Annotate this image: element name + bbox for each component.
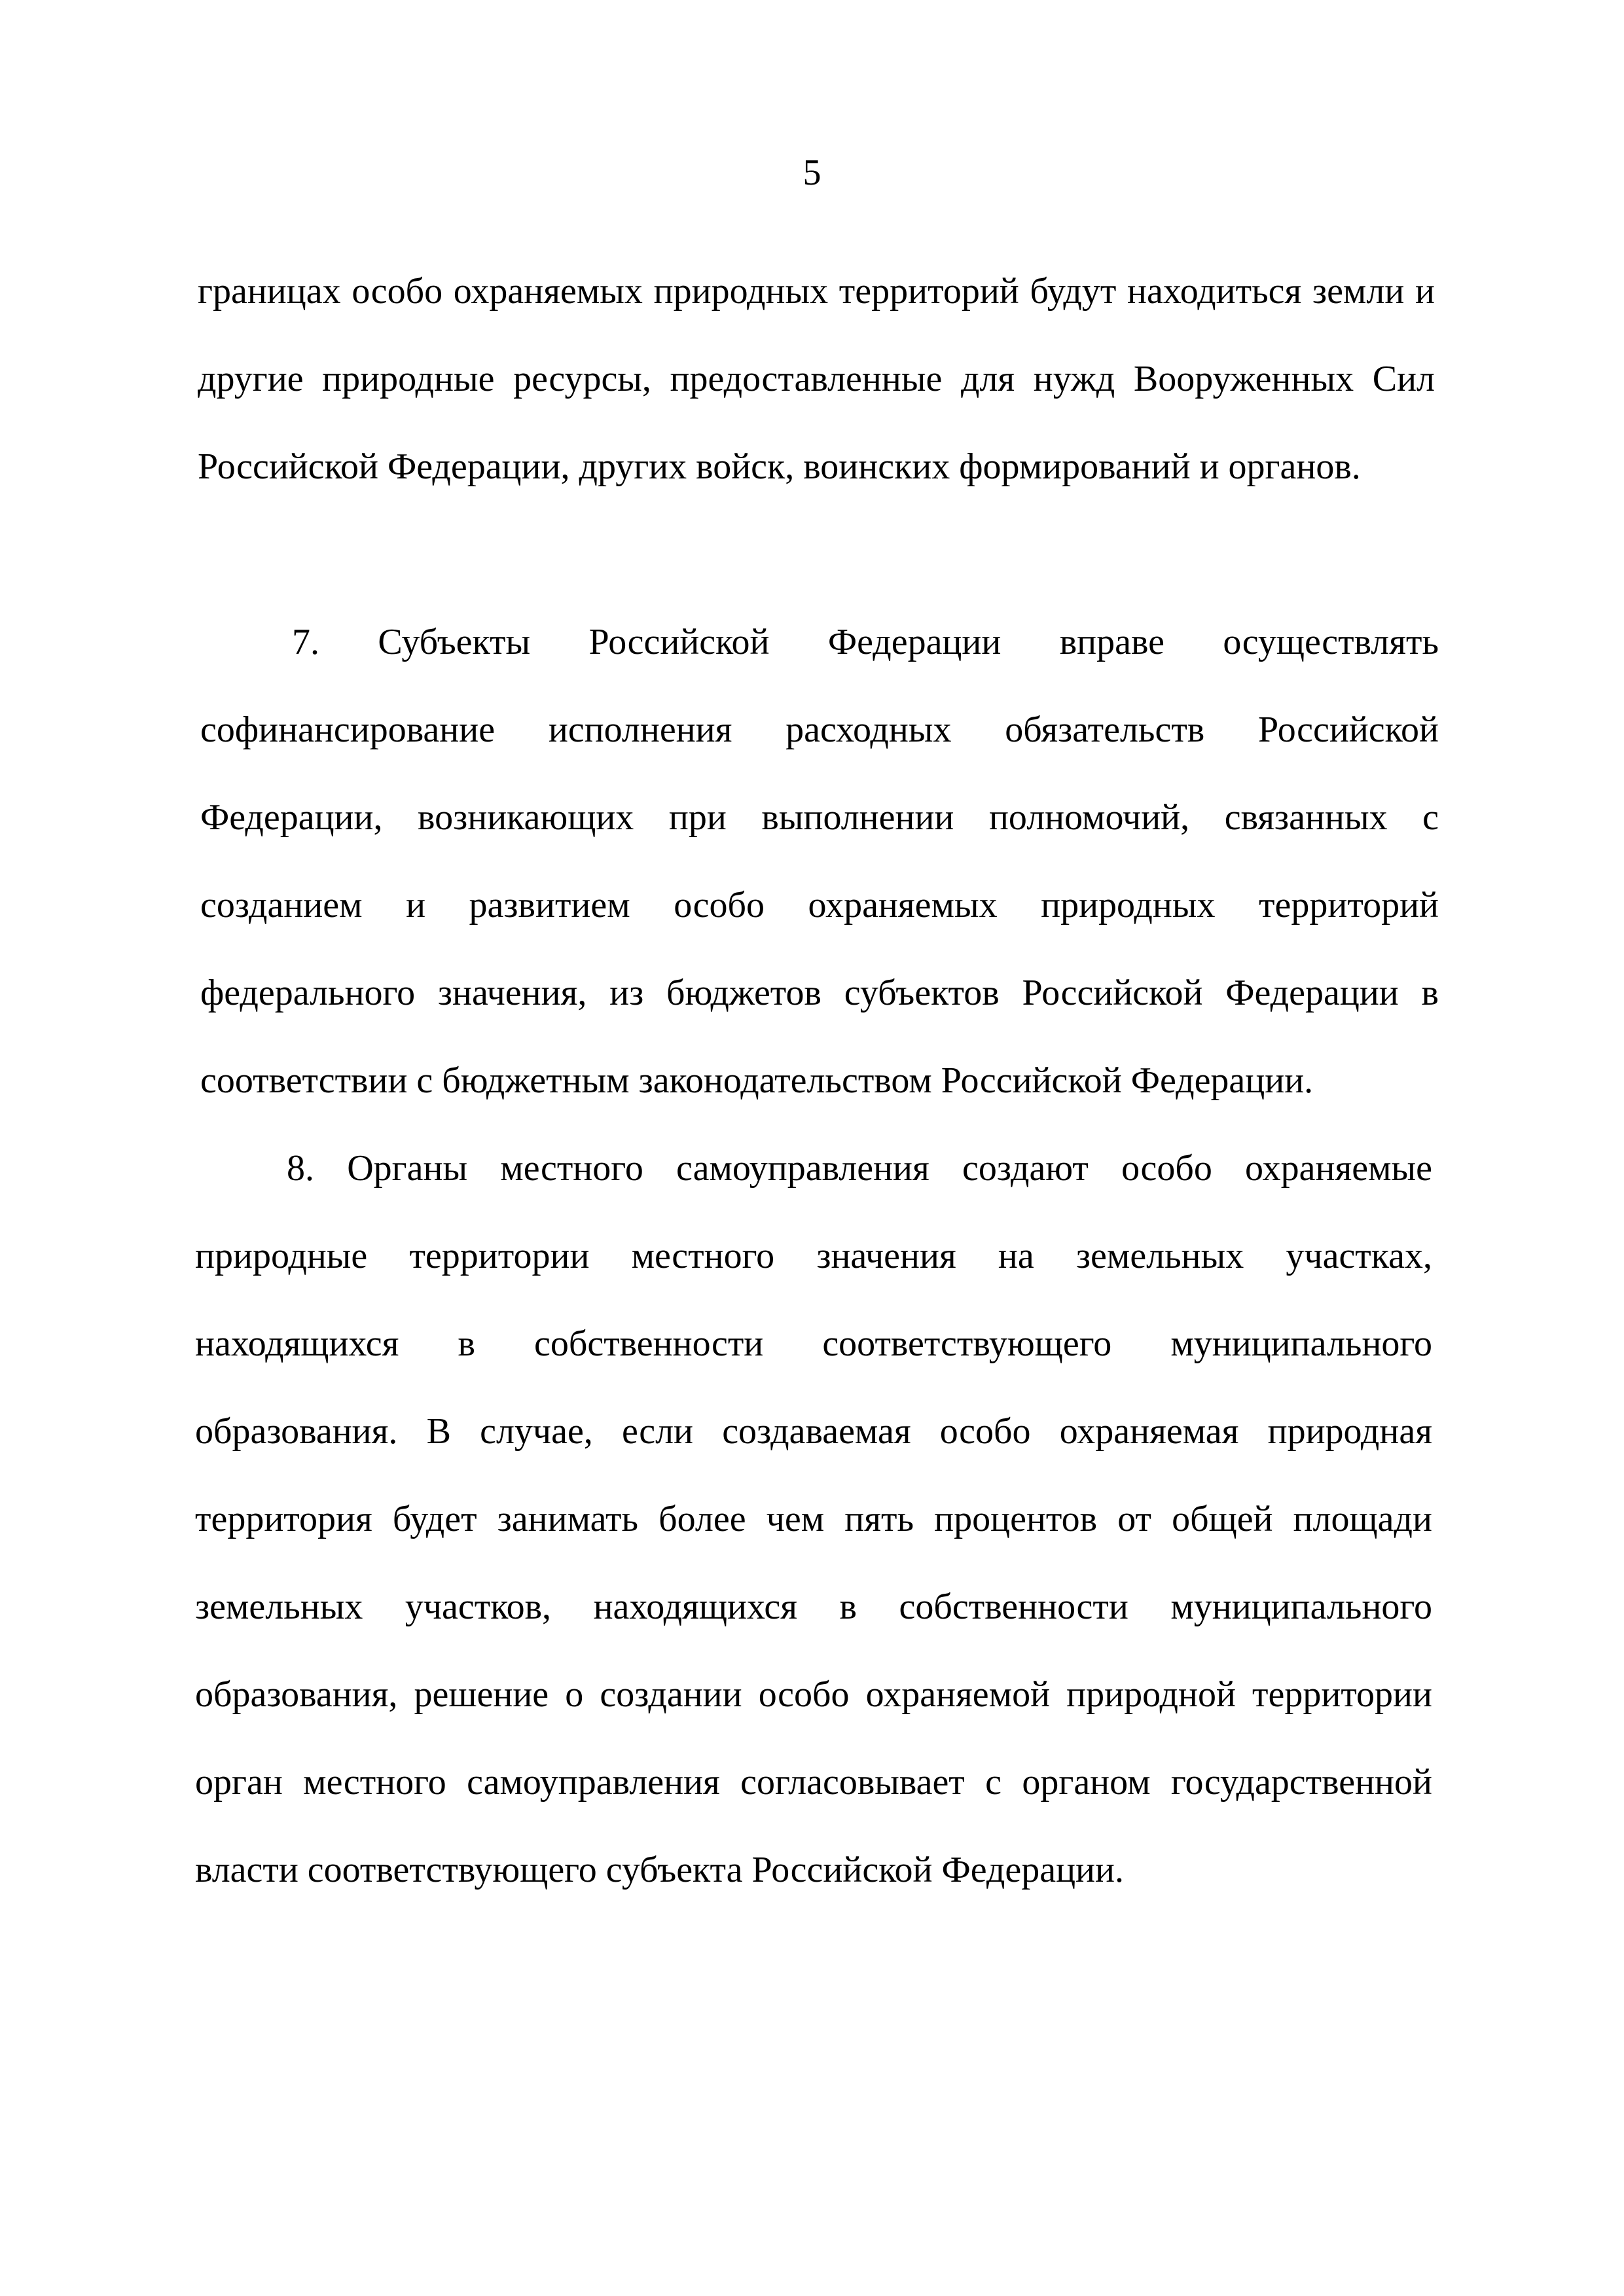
paragraph-continuation <box>198 247 1435 511</box>
page-number: 5 <box>803 152 821 193</box>
paragraph-continuation-text: границах особо охраняемых природных территорий будут находиться земли и другие природные ресурсы, предоставленные для нужд Вооруженных Сил Российской Федерации, других войск, воинских формирований и органов. <box>198 271 1435 487</box>
paragraph-8-text: 8. Органы местного самоуправления создают особо охраняемые природные территории местного значения на земельных участках, находящихся в собственности соответствующего муниципального образования. В случае, если создаваемая особо охраняемая природная территория будет занимать более чем пять процентов от общей площади земельных участков, находящихся в собственности муниципального образования, решение о создании особо охраняемой природной территории орган местного самоуправления согласовывает с органом государственной власти соответствующего субъекта Российской Федерации. <box>195 1148 1432 1890</box>
paragraph-7-text: 7. Субъекты Российской Федерации вправе осуществлять софинансирование исполнения расходных обязательств Российской Федерации, возникающих при выполнении полномочий, связанных с созданием и развитием особо охраняемых природных территорий федерального значения, из бюджетов субъектов Российской Федерации в соответствии с бюджетным законодательством Российской Федерации. <box>200 622 1439 1101</box>
paragraph-8 <box>195 1124 1432 1914</box>
paragraph-7 <box>200 598 1439 1124</box>
